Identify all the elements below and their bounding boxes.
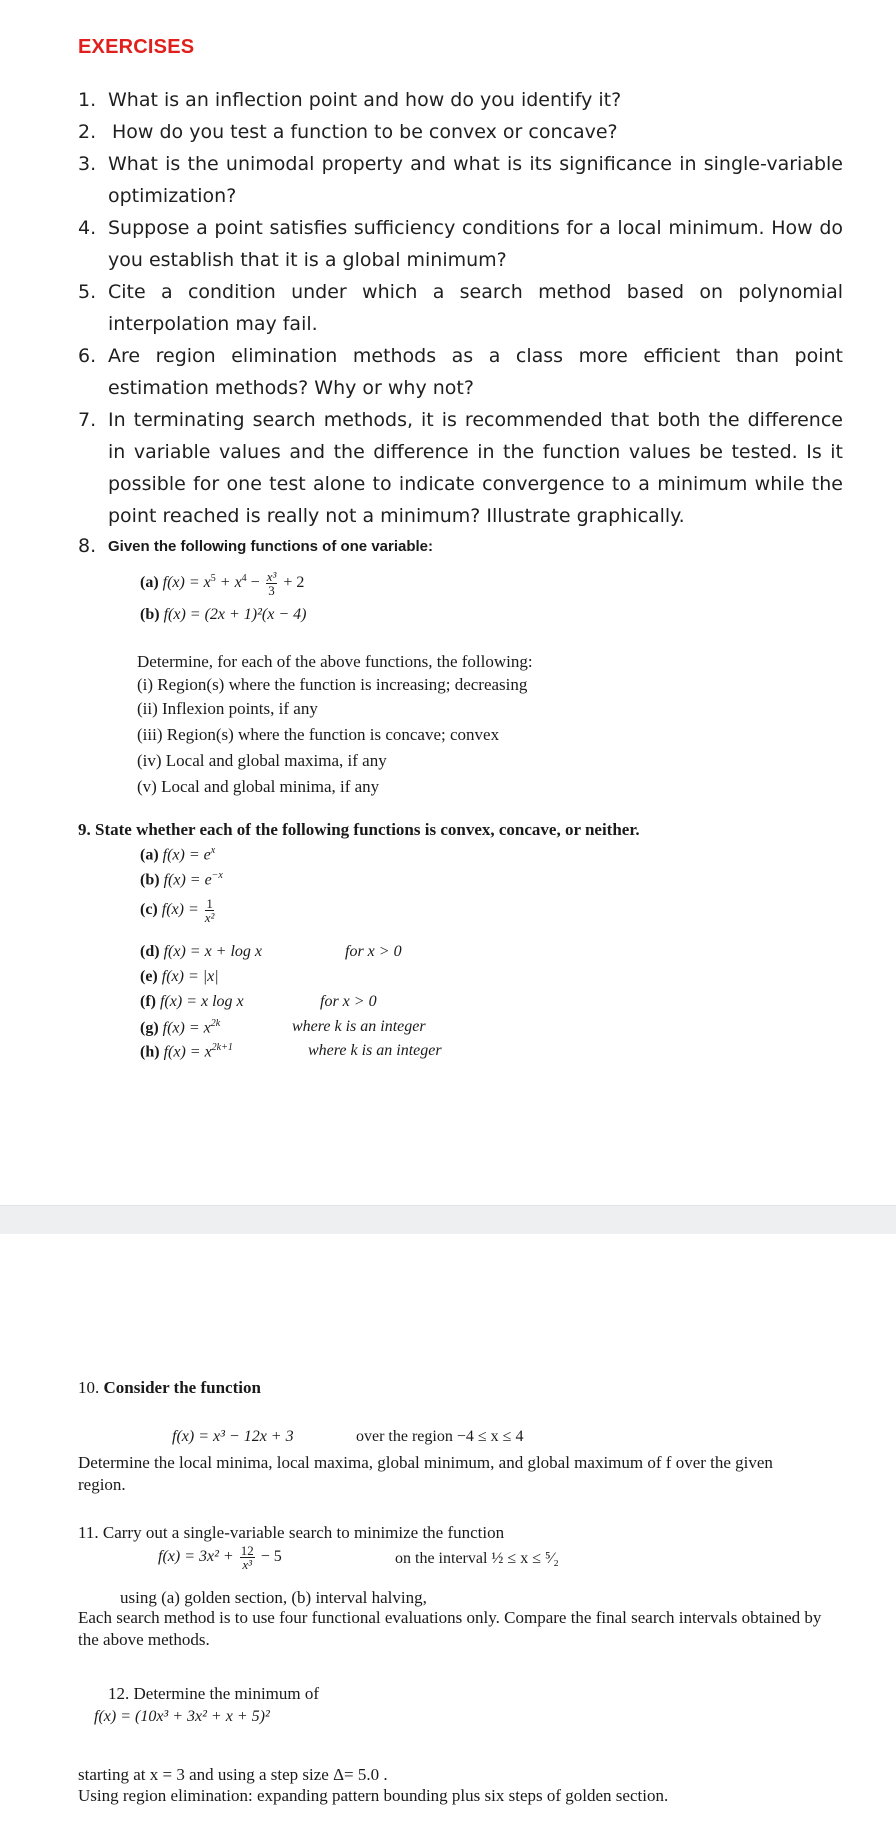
- fraction: $\frac{12}{\text{x³}}$: [240, 1543, 254, 1572]
- condition-9g: where k is an integer: [292, 1018, 426, 1035]
- question-8-item: (ii) Inflexion points, if any: [137, 699, 318, 718]
- question-5: [78, 276, 843, 340]
- condition-9f: for x > 0: [320, 993, 377, 1010]
- question-2: [78, 116, 843, 148]
- function-8a: (a) $f(x) = x^5 + x^4$ − $\frac{\text{x³}}{3}$ + 2: [140, 569, 305, 598]
- page-two: [0, 1234, 896, 1824]
- question-6: [78, 340, 843, 404]
- question-number: 2.: [78, 121, 97, 143]
- question-11-using: using (a) golden section, (b) interval halving,: [120, 1588, 427, 1607]
- question-3: [78, 148, 843, 212]
- function-9d: (d) f(x) = x + log x: [140, 943, 263, 960]
- question-8-item: (v) Local and global minima, if any: [137, 777, 380, 796]
- function-9g: (g) $f(x) = x^{2k}$: [140, 1018, 221, 1037]
- question-10-heading: 10. Consider the function: [78, 1378, 261, 1397]
- interval-11: on the interval ½ ≤ x ≤ ⁵⁄₂: [395, 1550, 559, 1567]
- page-title: EXERCISES: [78, 36, 195, 58]
- function-9h: (h) $f(x) = x^{2k+1}$: [140, 1042, 233, 1061]
- question-8-item: (iii) Region(s) where the function is concave; convex: [137, 725, 500, 744]
- function-9f: (f) f(x) = x log x: [140, 993, 244, 1010]
- function-10: f(x) = x³ − 12x + 3: [172, 1428, 294, 1445]
- question-text: Are region elimination methods as a class more efficient than point estimation methods? Why or why not?: [108, 345, 843, 399]
- question-11-heading: 11. Carry out a single-variable search to minimize the function: [78, 1523, 505, 1542]
- function-9b: (b) $f(x) = e^{-x}$: [140, 870, 223, 889]
- function-12: f(x) = (10x³ + 3x² + x + 5)²: [94, 1708, 270, 1725]
- question-1: [78, 84, 843, 116]
- question-number: 4.: [78, 217, 97, 239]
- function-11: f(x) = 3x² + $\frac{12}{\text{x³}}$ − 5: [158, 1543, 282, 1572]
- question-4: [78, 212, 843, 276]
- condition-9d: for x > 0: [345, 943, 402, 960]
- question-number: 7.: [78, 409, 97, 431]
- question-12-line-1: starting at x = 3 and using a step size Δ= 5.0 .: [78, 1765, 388, 1784]
- question-text: Cite a condition under which a search method based on polynomial interpolation may fail.: [108, 281, 843, 335]
- question-8-heading: Given the following functions of one variable:: [108, 538, 434, 555]
- question-text: What is an inflection point and how do you identify it?: [108, 89, 622, 111]
- function-9c: (c) f(x) = $\frac{1}{\text{x²}}$: [140, 896, 215, 925]
- function-9a: (a) $f(x) = e^x$: [140, 845, 216, 864]
- question-12-heading: 12. Determine the minimum of: [108, 1684, 320, 1703]
- question-8-number: 8.: [78, 535, 97, 557]
- question-11-text: Each search method is to use four functional evaluations only. Compare the final search intervals obtained by the above methods.: [78, 1608, 822, 1649]
- question-12-line-2: Using region elimination: expanding pattern bounding plus six steps of golden section.: [78, 1786, 669, 1805]
- function-8b: (b) f(x) = (2x + 1)²(x − 4): [140, 606, 307, 623]
- question-9-heading: 9. State whether each of the following functions is convex, concave, or neither.: [78, 820, 640, 839]
- question-8-item: (iv) Local and global maxima, if any: [137, 751, 387, 770]
- page-separator: [0, 1205, 896, 1234]
- question-number: 6.: [78, 345, 97, 367]
- question-7: [78, 404, 843, 532]
- question-number: 5.: [78, 281, 97, 303]
- question-text: What is the unimodal property and what is its significance in single-variable optimization?: [108, 153, 843, 207]
- question-text: In terminating search methods, it is recommended that both the difference in variable values and the difference in the function values be tested. Is it possible for one test alone to indicate convergence to a minimum while the point reached is really not a minimum? Illustrate graphically.: [108, 409, 843, 527]
- region-10: over the region −4 ≤ x ≤ 4: [356, 1428, 524, 1445]
- question-8-item: (i) Region(s) where the function is increasing; decreasing: [137, 675, 528, 694]
- question-text: Suppose a point satisfies sufficiency conditions for a local minimum. How do you establish that it is a global minimum?: [108, 217, 843, 271]
- question-number: 3.: [78, 153, 97, 175]
- fraction: $\frac{\text{x³}}{3}$: [266, 569, 277, 598]
- condition-9h: where k is an integer: [308, 1042, 442, 1059]
- question-number: 1.: [78, 89, 97, 111]
- question-10-text: Determine the local minima, local maxima, global minimum, and global maximum of f over the given region.: [78, 1453, 773, 1494]
- fraction: $\frac{1}{\text{x²}}$: [204, 896, 215, 925]
- question-8-intro: Determine, for each of the above functions, the following:: [137, 652, 533, 671]
- function-9e: (e) f(x) = |x|: [140, 968, 219, 985]
- question-text: How do you test a function to be convex or concave?: [112, 121, 618, 143]
